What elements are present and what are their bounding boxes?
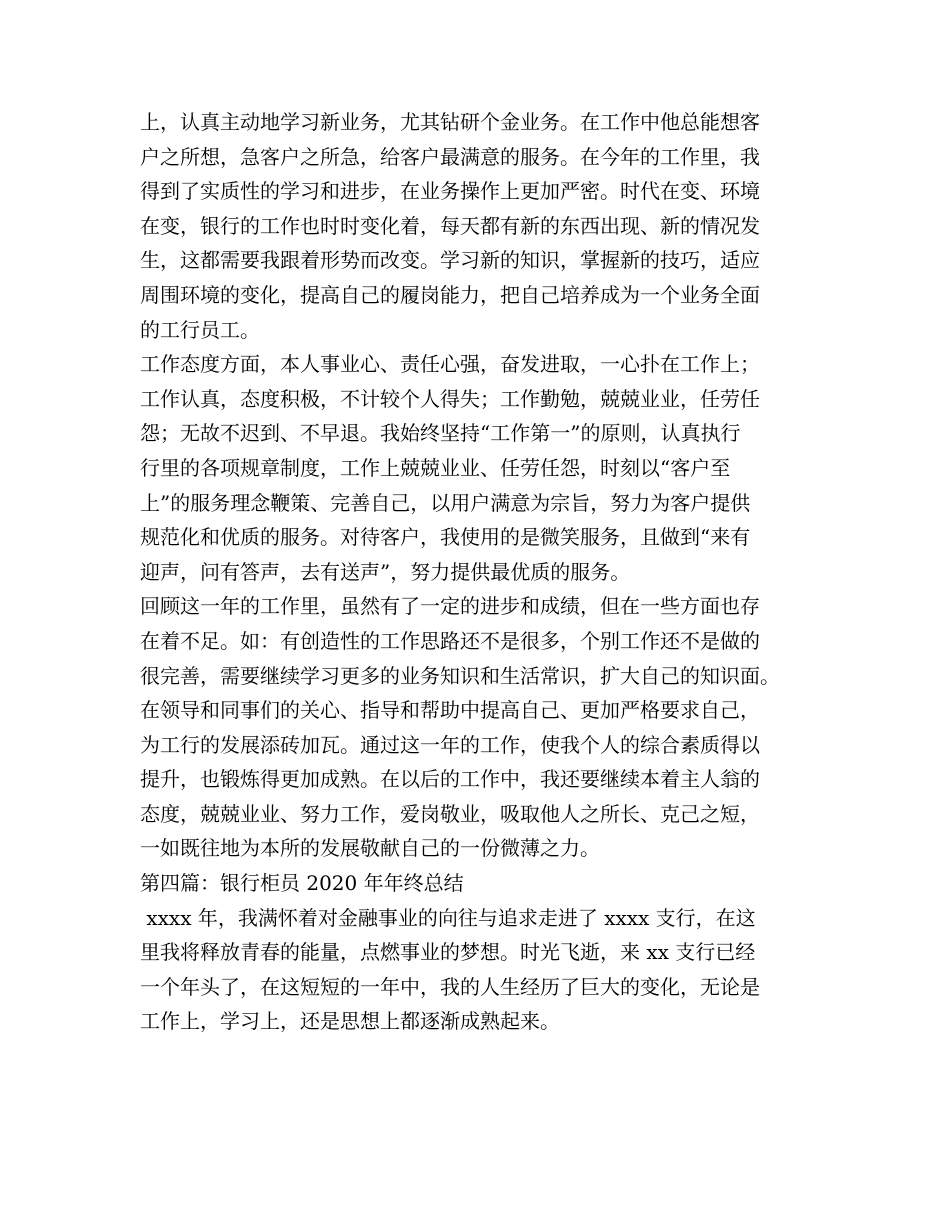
text-line: 为工行的发展添砖加瓦。通过这一年的工作，使我个人的综合素质得以 [140,732,760,757]
text-line: 行里的各项规章制度，工作上兢兢业业、任劳任怨，时刻以“客户至 [140,455,731,480]
text-line: 在领导和同事们的关心、指导和帮助中提高自己、更加严格要求自己， [140,698,760,723]
text-line: 规范化和优质的服务。对待客户，我使用的是微笑服务，且做到“来有 [140,525,751,550]
text-line: 上”的服务理念鞭策、完善自己，以用户满意为宗旨，努力为客户提供 [140,490,751,515]
text-line: 的工行员工。 [140,317,260,342]
text-line: 一如既往地为本所的发展敬献自己的一份微薄之力。 [140,836,600,861]
text-line: 迎声，问有答声，去有送声”，努力提供最优质的服务。 [140,559,631,584]
text-line: 户之所想，急客户之所急，给客户最满意的服务。在今年的工作里，我 [140,144,760,169]
text-line: 得到了实质性的学习和进步，在业务操作上更加严密。时代在变、环境 [140,179,760,204]
text-line: 提升，也锻炼得更加成熟。在以后的工作中，我还要继续本着主人翁的 [140,767,760,792]
text-line: 在变，银行的工作也时时变化着，每天都有新的东西出现、新的情况发 [140,213,760,238]
text-line: 生，这都需要我跟着形势而改变。学习新的知识，掌握新的技巧，适应 [140,248,760,273]
text-line: 很完善，需要继续学习更多的业务知识和生活常识，扩大自己的知识面。 [140,663,780,688]
text-line: 一个年头了，在这短短的一年中，我的人生经历了巨大的变化，无论是 [140,974,760,999]
text-line: 在着不足。如：有创造性的工作思路还不是很多，个别工作还不是做的 [140,628,760,653]
text-line: 态度，兢兢业业、努力工作，爱岗敬业，吸取他人之所长、克己之短， [140,801,760,826]
text-line: 周围环境的变化，提高自己的履岗能力，把自己培养成为一个业务全面 [140,282,760,307]
section-heading: 第四篇：银行柜员 2020 年年终总结 [140,871,464,896]
text-line: 工作认真，态度积极，不计较个人得失；工作勤勉，兢兢业业，任劳任 [140,386,760,411]
text-line: xxxx 年，我满怀着对金融事业的向往与追求走进了 xxxx 支行，在这 [140,905,756,930]
text-line: 上，认真主动地学习新业务，尤其钻研个金业务。在工作中他总能想客 [140,110,760,134]
text-line: 工作上，学习上，还是思想上都逐渐成熟起来。 [140,1009,560,1034]
text-line: 怨；无故不迟到、不早退。我始终坚持“工作第一”的原则，认真执行 [140,421,741,446]
text-line: 工作态度方面，本人事业心、责任心强，奋发进取，一心扑在工作上； [140,352,760,377]
text-line: 里我将释放青春的能量，点燃事业的梦想。时光飞逝，来 xx 支行已经 [140,940,756,965]
text-line: 回顾这一年的工作里，虽然有了一定的进步和成绩，但在一些方面也存 [140,594,760,619]
document-body [140,105,830,1039]
